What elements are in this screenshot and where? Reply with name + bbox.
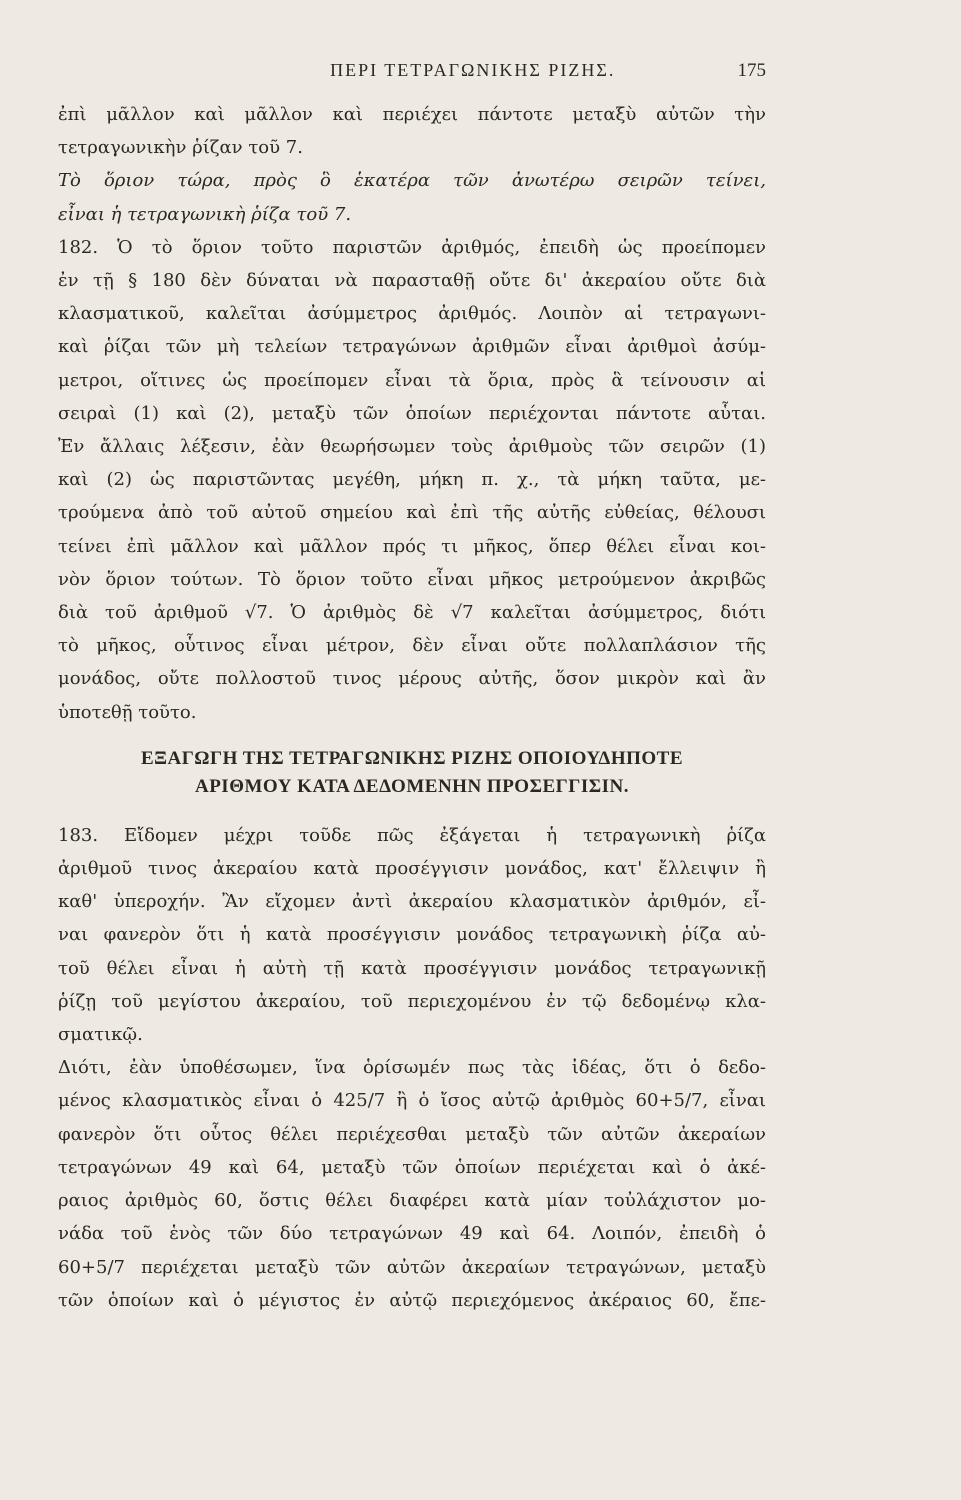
section-heading-line: ΕΞΑΓΩΓΗ ΤΗΣ ΤΕΤΡΑΓΩΝΙΚΗΣ ΡΙΖΗΣ ΟΠΟΙΟΥΔΗΠΟΤΕ (140, 747, 684, 769)
text-line: νάδα τοῦ ἑνὸς τῶν δύο τετραγώνων 49 καὶ 64. Λοιπόν, ἐπειδὴ ὁ (58, 1223, 766, 1245)
text-line: Διότι, ἐὰν ὑποθέσωμεν, ἵνα ὁρίσωμέν πως τὰς ἰδέας, ὅτι ὁ δεδο- (58, 1057, 766, 1079)
text-line: νὸν ὅριον τούτων. Τὸ ὅριον τοῦτο εἶναι μῆκος μετρούμενον ἀκριβῶς (58, 568, 766, 590)
text-line: τείνει ἐπὶ μᾶλλον καὶ μᾶλλον πρός τι μῆκος, ὅπερ θέλει εἶναι κοι- (58, 535, 766, 557)
text-line: ραιος ἀριθμὸς 60, ὅστις θέλει διαφέρει κατὰ μίαν τοὐλάχιστον μο- (58, 1190, 766, 1212)
text-line: ἐν τῇ § 180 δὲν δύναται νὰ παρασταθῇ οὔτε δι' ἀκεραίου οὔτε διὰ (58, 270, 766, 292)
text-line: εἶναι ἡ τετραγωνικὴ ῥίζα τοῦ 7. (58, 203, 352, 225)
text-line: τρούμενα ἀπὸ τοῦ αὐτοῦ σημείου καὶ ἐπὶ τῆς αὐτῆς εὐθείας, θέλουσι (58, 502, 766, 524)
paragraph-182-start: 182. Ὁ τὸ ὅριον τοῦτο παριστῶν ἀριθμός, ἐπειδὴ ὡς προείπομεν (58, 236, 766, 258)
text-line: τῶν ὁποίων καὶ ὁ μέγιστος ἐν αὐτῷ περιεχόμενος ἀκέραιος 60, ἔπε- (58, 1289, 766, 1311)
text-line: τετραγώνων 49 καὶ 64, μεταξὺ τῶν ὁποίων περιέχεται καὶ ὁ ἀκέ- (58, 1156, 766, 1178)
text-line: σματικῷ. (58, 1024, 143, 1046)
text-line: ἀριθμοῦ τινος ἀκεραίου κατὰ προσέγγισιν μονάδος, κατ' ἔλλειψιν ἢ (58, 858, 766, 880)
text-line: σειραὶ (1) καὶ (2), μεταξὺ τῶν ὁποίων περιέχονται πάντοτε αὗται. (58, 402, 766, 424)
text-line: Τὸ ὅριον τώρα, πρὸς ὃ ἑκατέρα τῶν ἀνωτέρω σειρῶν τείνει, (58, 170, 766, 192)
page-number: 175 (737, 60, 766, 81)
text-line: τὸ μῆκος, οὗτινος εἶναι μέτρον, δὲν εἶναι οὔτε πολλαπλάσιον τῆς (58, 635, 766, 657)
text-line: ῥίζῃ τοῦ μεγίστου ἀκεραίου, τοῦ περιεχομένου ἐν τῷ δεδομένῳ κλα- (58, 990, 766, 1012)
text-line: ἐπὶ μᾶλλον καὶ μᾶλλον καὶ περιέχει πάντοτε μεταξὺ αὐτῶν τὴν (58, 104, 766, 125)
text-line: κλασματικοῦ, καλεῖται ἀσύμμετρος ἀριθμός. Λοιπὸν αἱ τετραγωνι- (58, 303, 766, 325)
text-line: Ἐν ἄλλαις λέξεσιν, ἐὰν θεωρήσωμεν τοὺς ἀριθμοὺς τῶν σειρῶν (1) (58, 436, 766, 458)
text-line: φανερὸν ὅτι οὗτος θέλει περιέχεσθαι μεταξὺ τῶν αὐτῶν ἀκεραίων (58, 1123, 766, 1145)
text-line: καὶ (2) ὡς παριστῶντας μεγέθη, μήκη π. χ., τὰ μήκη ταῦτα, με- (58, 469, 766, 491)
text-line: ναι φανερὸν ὅτι ἡ κατὰ προσέγγισιν μονάδος τετραγωνικὴ ῥίζα αὐ- (58, 924, 766, 946)
text-line: μένος κλασματικὸς εἶναι ὁ 425/7 ἢ ὁ ἴσος αὐτῷ ἀριθμὸς 60+5/7, εἶναι (58, 1090, 766, 1112)
section-heading-line: ΑΡΙΘΜΟΥ ΚΑΤΑ ΔΕΔΟΜΕΝΗΝ ΠΡΟΣΕΓΓΙΣΙΝ. (194, 775, 630, 797)
text-line: 60+5/7 περιέχεται μεταξὺ τῶν αὐτῶν ἀκεραίων τετραγώνων, μεταξὺ (58, 1256, 766, 1278)
section-heading (58, 745, 766, 801)
text-line: τετραγωνικὴν ῥίζαν τοῦ 7. (58, 137, 303, 159)
text-line: τοῦ θέλει εἶναι ἡ αὐτὴ τῇ κατὰ προσέγγισιν μονάδος τετραγωνικῇ (58, 957, 766, 979)
paragraph-183-start: 183. Εἴδομεν μέχρι τοῦδε πῶς ἐξάγεται ἡ τετραγωνικὴ ῥίζα (58, 824, 766, 846)
text-line: καὶ ῥίζαι τῶν μὴ τελείων τετραγώνων ἀριθμῶν εἶναι ἀριθμοὶ ἀσύμ- (58, 336, 766, 358)
text-line: μονάδος, οὔτε πολλοστοῦ τινος μέρους αὐτῆς, ὅσον μικρὸν καὶ ἂν (58, 668, 766, 690)
text-line: ὑποτεθῇ τοῦτο. (58, 701, 197, 723)
text-block (58, 98, 766, 1317)
text-line: μετροι, οἵτινες ὡς προείπομεν εἶναι τὰ ὅρια, πρὸς ἃ τείνουσιν αἱ (58, 369, 766, 391)
running-head (58, 60, 766, 86)
running-title: ΠΕΡΙ ΤΕΤΡΑΓΩΝΙΚΗΣ ΡΙΖΗΣ. (330, 60, 616, 80)
text-line: διὰ τοῦ ἀριθμοῦ √7. Ὁ ἀριθμὸς δὲ √7 καλεῖται ἀσύμμετρος, διότι (58, 602, 766, 624)
text-line: καθ' ὑπεροχήν. Ἂν εἴχομεν ἀντὶ ἀκεραίου κλασματικὸν ἀριθμόν, εἶ- (58, 891, 766, 913)
